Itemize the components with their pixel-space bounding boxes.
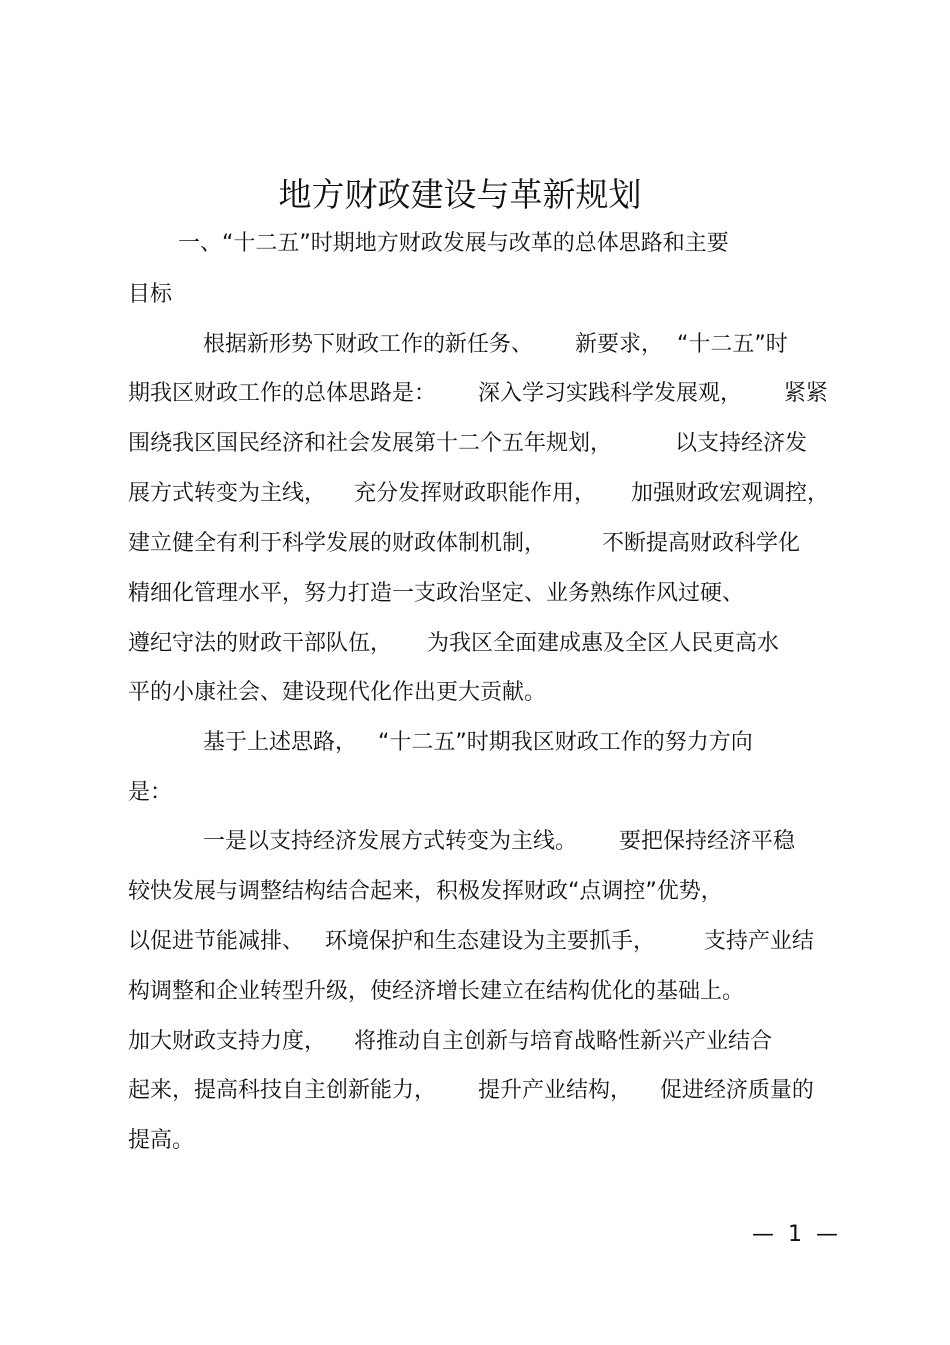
paragraph-1-line-8: 平的小康社会、建设现代化作出更大贡献。 [128, 680, 547, 705]
paragraph-3-line-7: 提高。 [128, 1128, 195, 1153]
paragraph-1-line-2: 期我区财政工作的总体思路是： 深入学习实践科学发展观， 紧紧 [128, 381, 828, 406]
page-number: — 1 — [752, 1222, 838, 1247]
paragraph-3-line-1: 一是以支持经济发展方式转变为主线。 要把保持经济平稳 [203, 829, 795, 854]
paragraph-1-line-5: 建立健全有利于科学发展的财政体制机制， 不断提高财政科学化 [128, 531, 800, 556]
paragraph-1-line-1: 根据新形势下财政工作的新任务、 新要求， “十二五”时 [203, 332, 788, 357]
paragraph-3-line-6: 起来，提高科技自主创新能力， 提升产业结构， 促进经济质量的 [128, 1078, 814, 1103]
paragraph-1-line-7: 遵纪守法的财政干部队伍， 为我区全面建成惠及全区人民更高水 [128, 631, 779, 656]
paragraph-3-line-5: 加大财政支持力度， 将推动自主创新与培育战略性新兴产业结合 [128, 1029, 772, 1054]
section-heading-line-2: 目标 [128, 282, 173, 307]
paragraph-3-line-4: 构调整和企业转型升级，使经济增长建立在结构优化的基础上。 [128, 979, 745, 1004]
document-title: 地方财政建设与革新规划 [278, 175, 642, 214]
paragraph-3-line-3: 以促进节能减排、 环境保护和生态建设为主要抓手， 支持产业结 [128, 929, 814, 954]
paragraph-1-line-3: 围绕我区国民经济和社会发展第十二个五年规划， 以支持经济发 [128, 431, 807, 456]
section-heading-line-1: 一、“十二五”时期地方财政发展与改革的总体思路和主要 [178, 231, 729, 256]
paragraph-1-line-4: 展方式转变为主线， 充分发挥财政职能作用， 加强财政宏观调控， [128, 481, 829, 506]
paragraph-3-line-2: 较快发展与调整结构结合起来，积极发挥财政“点调控”优势， [128, 879, 723, 904]
paragraph-2-line-1: 基于上述思路， “十二五”时期我区财政工作的努力方向 [203, 730, 753, 755]
paragraph-1-line-6: 精细化管理水平，努力打造一支政治坚定、业务熟练作风过硬、 [128, 581, 745, 606]
paragraph-2-line-2: 是： [128, 780, 173, 805]
